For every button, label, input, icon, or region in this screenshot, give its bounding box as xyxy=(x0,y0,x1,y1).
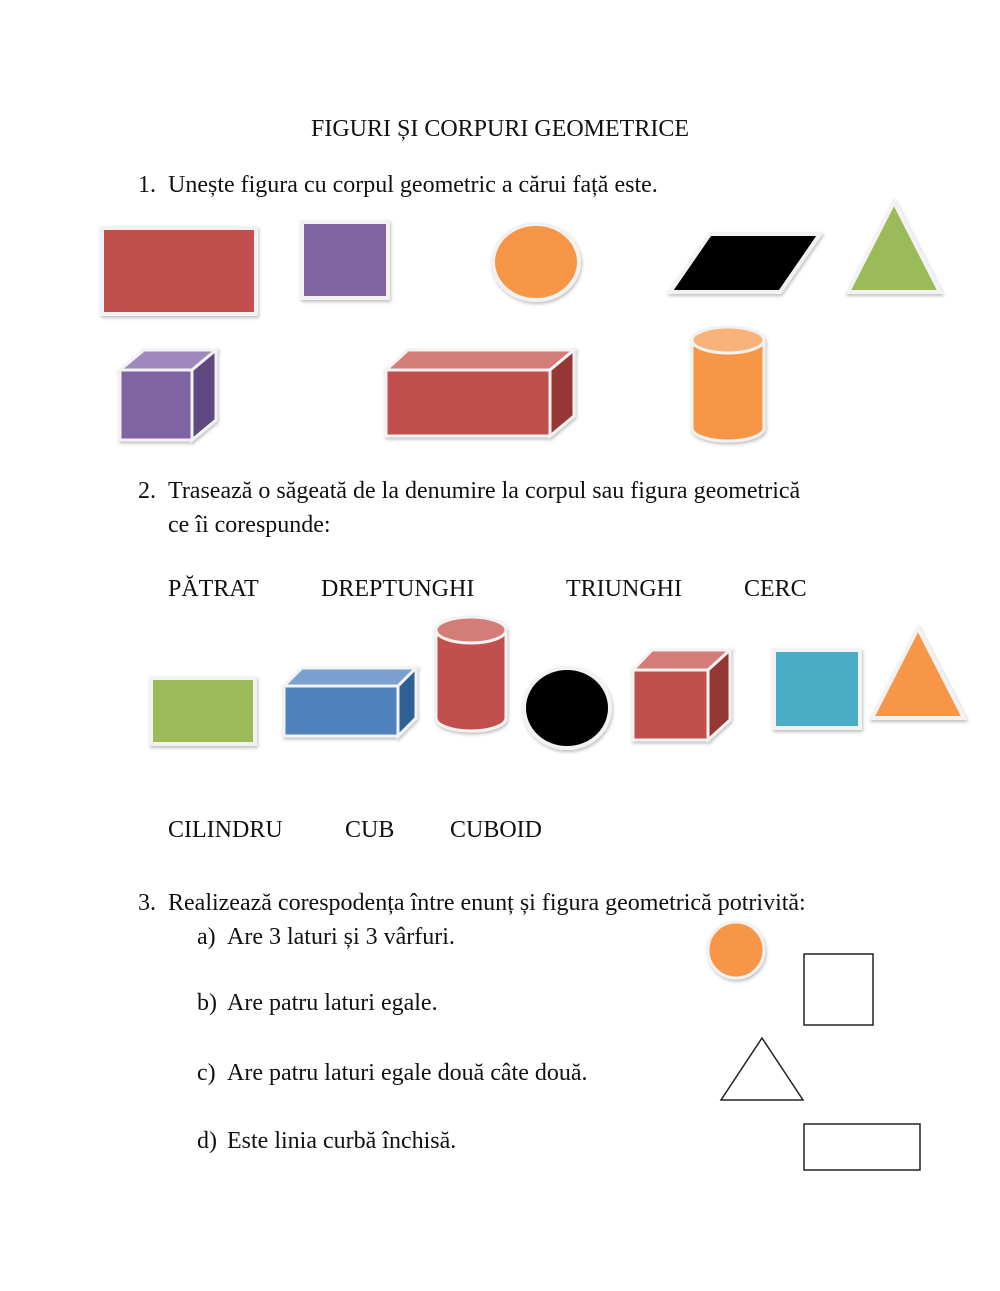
statement-a-label: a) xyxy=(197,924,216,950)
statement-c-text: Are patru laturi egale două câte două. xyxy=(227,1060,588,1086)
question-3-number: 3. xyxy=(138,890,156,916)
outline-square-figure[interactable] xyxy=(804,954,873,1025)
word-cuboid[interactable]: CUBOID xyxy=(450,817,543,843)
black-parallelogram-shape[interactable] xyxy=(670,234,820,292)
statement-d-text: Este linia curbă închisă. xyxy=(227,1128,457,1154)
q2-figures xyxy=(0,600,1000,770)
question-2-text-line2: ce îi corespunde: xyxy=(168,512,331,538)
question-2-number: 2. xyxy=(138,478,156,504)
question-1-number: 1. xyxy=(138,172,156,198)
black-circle-shape[interactable] xyxy=(524,668,610,748)
statement-b-label: b) xyxy=(197,990,217,1016)
orange-triangle-shape[interactable] xyxy=(872,628,964,718)
statement-d-label: d) xyxy=(197,1128,217,1154)
statement-c-label: c) xyxy=(197,1060,216,1086)
outline-rectangle-figure[interactable] xyxy=(804,1124,920,1170)
question-3-text: Realizează corespodența între enunț și figura geometrică potrivită: xyxy=(168,890,806,916)
question-2 xyxy=(138,474,958,544)
orange-circle-shape[interactable] xyxy=(493,224,579,300)
q1-figures xyxy=(0,0,1000,460)
teal-square-shape[interactable] xyxy=(774,650,860,728)
page-title: FIGURI ȘI CORPURI GEOMETRICE xyxy=(310,116,690,142)
word-triunghi[interactable]: TRIUNGHI xyxy=(566,576,682,602)
purple-cube-solid[interactable] xyxy=(120,350,216,440)
red-cylinder-solid[interactable] xyxy=(436,617,506,731)
word-patrat[interactable]: PĂTRAT xyxy=(168,576,259,602)
statement-b-text: Are patru laturi egale. xyxy=(227,990,438,1016)
word-cilindru[interactable]: CILINDRU xyxy=(168,817,283,843)
red-rectangle-shape[interactable] xyxy=(102,228,256,314)
question-1-text: Unește figura cu corpul geometric a cărui față este. xyxy=(168,172,658,198)
purple-square-shape[interactable] xyxy=(302,222,388,298)
outline-triangle-figure[interactable] xyxy=(721,1038,803,1100)
question-2-text-line1: Trasează o săgeată de la denumire la corpul sau figura geometrică xyxy=(168,478,801,504)
red-cuboid-solid[interactable] xyxy=(386,350,574,436)
word-dreptunghi[interactable]: DREPTUNGHI xyxy=(321,576,475,602)
blue-cuboid-solid[interactable] xyxy=(284,668,416,736)
orange-cylinder-solid[interactable] xyxy=(692,327,764,441)
word-cerc[interactable]: CERC xyxy=(744,576,807,602)
green-triangle-shape[interactable] xyxy=(848,202,940,292)
green-rectangle-shape[interactable] xyxy=(151,678,255,744)
orange-circle-figure[interactable] xyxy=(708,922,764,978)
q3-figures xyxy=(0,910,1000,1190)
statement-a-text: Are 3 laturi și 3 vârfuri. xyxy=(227,924,455,950)
word-cub[interactable]: CUB xyxy=(345,817,395,843)
red-cube-solid[interactable] xyxy=(633,650,730,740)
